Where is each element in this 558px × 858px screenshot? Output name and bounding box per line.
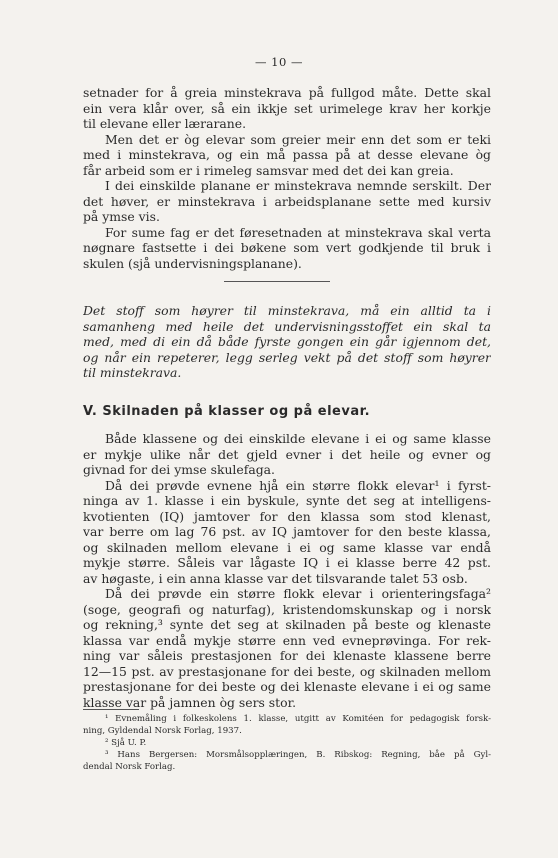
footnote-line: ³ Hans Bergersen: Morsmålsopplæringen, B. Ribskog: Regning, båe på Gyl- (105, 750, 491, 760)
text-line: det høver, er minstekrava i arbeidsplanane sette med kursiv (83, 193, 491, 209)
text-line: givnad for dei ymse skulefaga. (83, 462, 275, 477)
section-divider (224, 281, 330, 282)
text-line: Då dei prøvde ein større flokk elevar i orienteringsfaga² (105, 586, 491, 601)
footnote-line: dendal Norsk Forlag. (83, 762, 176, 772)
text-line: klasse var på jamnen òg sers stor. (83, 694, 297, 710)
text-line: klassa var endå mykje større enn ved evneprøvinga. For rek- (83, 632, 491, 648)
text-line: på ymse vis. (83, 209, 160, 224)
text-line: Då dei prøvde evnene hjå ein større flokk elevar¹ i fyrst- (105, 477, 491, 493)
text-line: (soge, geografi og naturfag), kristendomskunskap og i norsk (83, 601, 491, 617)
text-line: av høgaste, i ein anna klasse var det tilsvarande talet 53 osb. (83, 570, 468, 586)
text-line: mykje større. Såleis var lågaste IQ i ei klasse berre 42 pst. (83, 555, 491, 570)
text-line: I dei einskilde planane er minstekrava nemnde serskilt. Der (105, 178, 491, 193)
footnote-line: ning, Gyldendal Norsk Forlag, 1937. (83, 726, 242, 736)
text-line: til elevane eller lærarane. (83, 116, 247, 131)
text-line: er mykje ulike når det gjeld evner i det heile og evner og (83, 446, 491, 462)
text-line: Både klassene og dei einskilde elevane i ei og same klasse (105, 431, 491, 446)
text-line: med i minstekrava, og ein må passa på at desse elevane òg (83, 147, 491, 162)
text-line: ninga av 1. klasse i ein byskule, synte det seg at intelligens- (83, 493, 491, 508)
text-line: og skilnaden mellom elevane i ei og same klasse var endå (83, 539, 491, 555)
footnote-divider (83, 709, 139, 710)
footnote-line: ² Sjå U. P. (105, 738, 147, 748)
text-line: var berre om lag 76 pst. av IQ jamtover for den beste klassa, (83, 524, 491, 539)
text-line: med, med di ein då både fyrste gongen ein går igjennom det, (83, 334, 491, 349)
paragraph-minstekrav (83, 85, 491, 271)
paragraph-skilnad (83, 431, 491, 710)
text-line: For sume fag er det føresetnaden at minstekrava skal verta (105, 224, 491, 240)
text-line: setnader for å greia minstekrava på fullgod måte. Dette skal (83, 85, 491, 100)
text-line: og rekning,³ synte det seg at skilnaden på beste og klenaste (83, 617, 491, 632)
text-line: og når ein repeterer, legg serleg vekt på det stoff som høyrer (83, 349, 491, 365)
text-line: skulen (sjå undervisningsplanane). (83, 255, 302, 271)
italic-note (83, 303, 491, 381)
text-line: Det stoff som høyrer til minstekrava, må ein alltid ta i (83, 303, 491, 318)
footnote-line: ¹ Evnemåling i folkeskolens 1. klasse, utgitt av Komitéen for pedagogisk forsk- (105, 714, 491, 724)
text-line: nøgnare fastsette i dei bøkene som vert godkjende til bruk i (83, 240, 491, 255)
section-heading: V. Skilnaden på klasser og på elevar. (83, 404, 371, 419)
text-line: kvotienten (IQ) jamtover for den klassa som stod klenast, (83, 508, 491, 524)
footnotes (83, 713, 491, 773)
text-line: ning var såleis prestasjonen for dei klenaste klassene berre (83, 648, 491, 663)
text-line: samanheng med heile det undervisningsstoffet ein skal ta (83, 318, 491, 334)
text-line: til minstekrava. (83, 365, 182, 380)
text-line: Men det er òg elevar som greier meir enn det som er teki (105, 131, 491, 147)
text-line: får arbeid som er i rimeleg samsvar med det dei kan greia. (83, 162, 454, 178)
text-line: prestasjonane for dei beste og dei klenaste elevane i ei og same (83, 679, 491, 694)
text-line: 12—15 pst. av prestasjonane for dei beste, og skilnaden mellom (83, 663, 491, 679)
text-line: ein vera klår over, så ein ikkje set urimelege krav her korkje (83, 100, 491, 116)
page-number: — 10 — (255, 55, 303, 69)
